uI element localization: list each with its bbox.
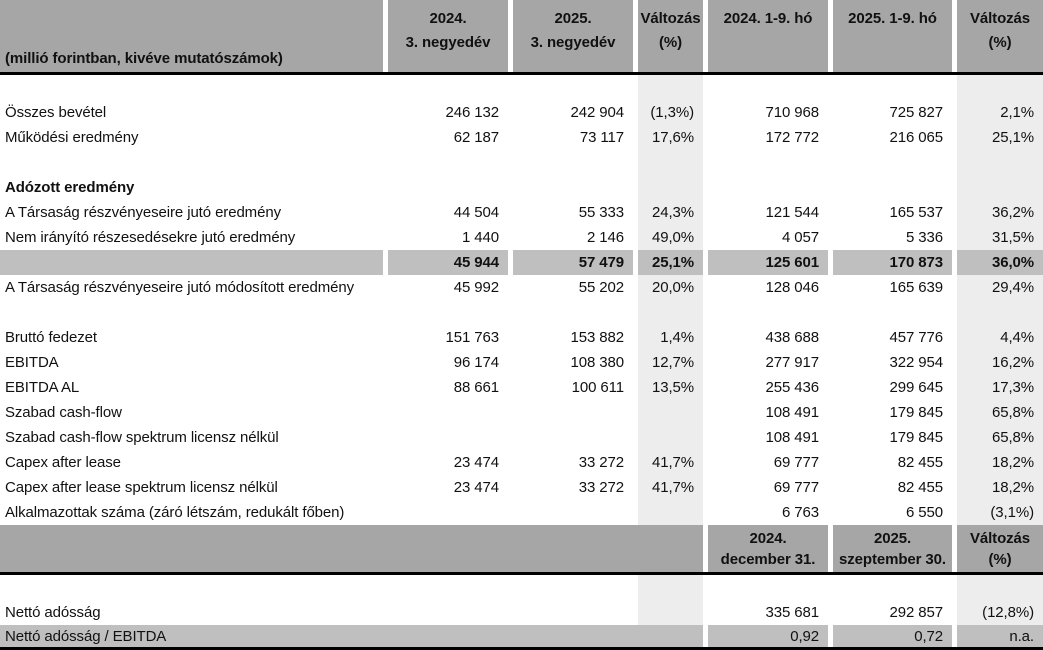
table-row	[0, 400, 1043, 425]
cell-change-9m	[952, 175, 1043, 200]
cell-2025-9m: 216 065	[828, 125, 952, 150]
col-header-change-q	[633, 0, 703, 72]
cell-2024-9m: 277 917	[703, 350, 828, 375]
cell-2024-9m: 335 681	[703, 600, 828, 625]
cell-2025-9m	[828, 175, 952, 200]
table-row	[0, 600, 1043, 625]
cell-2024-9m: 69 777	[703, 475, 828, 500]
cell-2024-9m: 438 688	[703, 325, 828, 350]
cell-2024-q3	[383, 175, 508, 200]
cell-2025-9m: 292 857	[828, 600, 952, 625]
cell-change-q	[633, 150, 703, 175]
table-row	[0, 575, 1043, 600]
cell-change-q: 13,5%	[633, 375, 703, 400]
table-row	[0, 75, 1043, 100]
cell-2024-q3: 1 440	[383, 225, 508, 250]
cell-2025-9m: 457 776	[828, 325, 952, 350]
cell-2025-q3	[508, 400, 633, 425]
cell-2025-q3	[508, 300, 633, 325]
cell-change-9m: 16,2%	[952, 350, 1043, 375]
cell-2025-q3	[508, 175, 633, 200]
table-row	[0, 350, 1043, 375]
row-label: Capex after lease	[5, 454, 121, 471]
cell-change-q: 1,4%	[633, 325, 703, 350]
cell-2024-9m: 69 777	[703, 450, 828, 475]
cell-change-9m: 17,3%	[952, 375, 1043, 400]
row-label: Működési eredmény	[5, 129, 139, 146]
row-label: EBITDA AL	[5, 379, 80, 396]
table-row	[0, 100, 1043, 125]
cell-change-q	[633, 400, 703, 425]
cell-2025-q3: 55 333	[508, 200, 633, 225]
table-row	[0, 225, 1043, 250]
balance-header-row	[0, 525, 1043, 575]
col-header-line1: 2025. 1-9. hó	[848, 10, 937, 27]
table-row	[0, 175, 1043, 200]
row-label: Nettó adósság / EBITDA	[0, 625, 703, 647]
col-header-change-bs	[952, 525, 1043, 572]
cell-2024-q3: 23 474	[383, 450, 508, 475]
cell-2024-9m: 255 436	[703, 375, 828, 400]
cell-change-q: 24,3%	[633, 200, 703, 225]
col-header-2025-sep30	[828, 525, 952, 572]
col-header-line1: 2024. 1-9. hó	[723, 10, 813, 27]
cell-change-9m: 65,8%	[952, 425, 1043, 450]
col-header-line1: 2025.	[873, 530, 912, 547]
cell-2025-9m: 5 336	[828, 225, 952, 250]
cell-2024-q3: 62 187	[383, 125, 508, 150]
cell-2025-q3: 100 611	[508, 375, 633, 400]
cell-change-9m: 31,5%	[952, 225, 1043, 250]
col-header-line2: (%)	[988, 551, 1012, 568]
table-header-row	[0, 0, 1043, 75]
cell-2024-9m: 710 968	[703, 100, 828, 125]
cell-2024-q3: 88 661	[383, 375, 508, 400]
row-label: EBITDA	[5, 354, 59, 371]
cell-change-9m: 25,1%	[952, 125, 1043, 150]
cell-change-q: 49,0%	[633, 225, 703, 250]
cell-2024-q3: 45 944	[383, 250, 508, 275]
cell-2024-q3	[383, 575, 508, 600]
cell-change-q: 17,6%	[633, 125, 703, 150]
cell-change-9m: 36,0%	[952, 250, 1043, 275]
cell-2024-9m	[703, 575, 828, 600]
cell-change-9m: (12,8%)	[952, 600, 1043, 625]
row-label	[0, 575, 383, 600]
cell-2024-q3	[383, 400, 508, 425]
cell-2024-q3: 151 763	[383, 325, 508, 350]
row-label: Szabad cash-flow	[5, 404, 122, 421]
table-row	[0, 150, 1043, 175]
col-header-2024-q3	[383, 0, 508, 72]
cell-2025-q3	[508, 425, 633, 450]
table-row	[0, 250, 1043, 275]
table-row	[0, 325, 1043, 350]
col-header-line1: 2024.	[429, 10, 467, 27]
table-row	[0, 375, 1043, 400]
cell-change-q	[633, 425, 703, 450]
cell-2025-q3: 242 904	[508, 100, 633, 125]
unit-note: (millió forintban, kivéve mutatószámok)	[0, 0, 383, 72]
cell-change-q: 41,7%	[633, 475, 703, 500]
table-row	[0, 500, 1043, 525]
cell-2025-sep30: 0,72	[828, 625, 952, 647]
cell-change-q: 20,0%	[633, 275, 703, 300]
row-label: Bruttó fedezet	[5, 329, 97, 346]
cell-2025-q3: 55 202	[508, 275, 633, 300]
cell-change-9m	[952, 300, 1043, 325]
row-label: Alkalmazottak száma (záró létszám, redukált főben)	[5, 504, 345, 521]
row-label	[0, 75, 383, 100]
cell-change-q: 12,7%	[633, 350, 703, 375]
cell-2024-q3: 246 132	[383, 100, 508, 125]
cell-2025-q3: 57 479	[508, 250, 633, 275]
cell-change-9m	[952, 150, 1043, 175]
cell-2025-9m: 165 639	[828, 275, 952, 300]
cell-2025-9m: 322 954	[828, 350, 952, 375]
balance-header-spacer	[0, 525, 703, 572]
row-label: Nem irányító részesedésekre jutó eredmény	[5, 229, 296, 246]
cell-2024-q3	[383, 150, 508, 175]
cell-2024-q3	[383, 600, 508, 625]
cell-change-9m: 29,4%	[952, 275, 1043, 300]
cell-2025-q3	[508, 500, 633, 525]
cell-2024-q3	[383, 300, 508, 325]
col-header-line2: (%)	[988, 34, 1012, 51]
table-row	[0, 200, 1043, 225]
cell-2025-q3: 153 882	[508, 325, 633, 350]
col-header-line1: Változás	[969, 530, 1031, 547]
row-label: Összes bevétel	[5, 104, 107, 121]
cell-2024-9m: 128 046	[703, 275, 828, 300]
cell-2025-9m: 165 537	[828, 200, 952, 225]
cell-change-q	[633, 500, 703, 525]
cell-2024-9m: 6 763	[703, 500, 828, 525]
cell-2024-9m: 125 601	[703, 250, 828, 275]
cell-2024-9m	[703, 75, 828, 100]
cell-2024-q3: 23 474	[383, 475, 508, 500]
cell-2025-q3: 73 117	[508, 125, 633, 150]
row-label: Szabad cash-flow spektrum licensz nélkül	[5, 429, 279, 446]
cell-2025-q3: 33 272	[508, 475, 633, 500]
cell-2024-q3	[383, 75, 508, 100]
cell-change-q: 25,1%	[633, 250, 703, 275]
cell-change-q: 41,7%	[633, 450, 703, 475]
cell-change-9m	[952, 75, 1043, 100]
cell-2024-9m: 108 491	[703, 425, 828, 450]
cell-2025-q3: 2 146	[508, 225, 633, 250]
cell-2025-q3	[508, 600, 633, 625]
row-label	[0, 300, 383, 325]
cell-change-9m: 18,2%	[952, 475, 1043, 500]
table-row	[0, 625, 1043, 650]
col-header-2024-9m	[703, 0, 828, 72]
table-row	[0, 300, 1043, 325]
cell-2025-9m	[828, 150, 952, 175]
cell-2025-9m: 6 550	[828, 500, 952, 525]
col-header-line2: december 31.	[720, 551, 816, 568]
cell-change-9m: 4,4%	[952, 325, 1043, 350]
col-header-line2: szeptember 30.	[839, 551, 946, 568]
cell-2025-q3	[508, 150, 633, 175]
cell-2024-dec31: 0,92	[703, 625, 828, 647]
col-header-line1: 2025.	[554, 10, 592, 27]
cell-2024-q3	[383, 500, 508, 525]
cell-2025-9m	[828, 575, 952, 600]
table-row	[0, 475, 1043, 500]
cell-2024-9m: 172 772	[703, 125, 828, 150]
col-header-2024-dec31	[703, 525, 828, 572]
cell-2025-9m: 170 873	[828, 250, 952, 275]
cell-change-9m: 36,2%	[952, 200, 1043, 225]
cell-2025-q3	[508, 575, 633, 600]
cell-change-q	[633, 600, 703, 625]
cell-2025-9m: 725 827	[828, 100, 952, 125]
row-label: A Társaság részvényeseire jutó módosított eredmény	[5, 279, 355, 296]
cell-2024-9m	[703, 175, 828, 200]
cell-change-q	[633, 175, 703, 200]
table-row	[0, 425, 1043, 450]
cell-change-9m: 65,8%	[952, 400, 1043, 425]
table-row	[0, 275, 1043, 300]
col-header-line1: Változás	[640, 10, 701, 27]
cell-change-q: (1,3%)	[633, 100, 703, 125]
cell-2025-q3: 108 380	[508, 350, 633, 375]
cell-change-9m: 18,2%	[952, 450, 1043, 475]
cell-2025-q3	[508, 75, 633, 100]
cell-2025-9m	[828, 75, 952, 100]
cell-change-q	[633, 575, 703, 600]
col-header-line2: (%)	[658, 34, 683, 51]
col-header-line2: 3. negyedév	[405, 34, 491, 51]
table-row	[0, 125, 1043, 150]
row-label	[0, 250, 383, 275]
cell-2025-q3: 33 272	[508, 450, 633, 475]
cell-2024-q3: 44 504	[383, 200, 508, 225]
row-label: A Társaság részvényeseire jutó eredmény	[5, 204, 281, 221]
cell-2025-9m	[828, 300, 952, 325]
cell-change-9m: (3,1%)	[952, 500, 1043, 525]
cell-2024-9m	[703, 300, 828, 325]
row-label: Capex after lease spektrum licensz nélkül	[5, 479, 278, 496]
cell-change-q	[633, 300, 703, 325]
cell-change-9m: 2,1%	[952, 100, 1043, 125]
row-label: Adózott eredmény	[5, 179, 135, 196]
row-label: Nettó adósság	[5, 604, 101, 621]
col-header-line2: 3. negyedév	[530, 34, 616, 51]
row-label	[0, 150, 383, 175]
cell-2025-9m: 82 455	[828, 450, 952, 475]
col-header-2025-9m	[828, 0, 952, 72]
table-bottom	[0, 575, 1043, 650]
cell-2024-q3: 96 174	[383, 350, 508, 375]
cell-2024-q3	[383, 425, 508, 450]
cell-change-9m	[952, 575, 1043, 600]
cell-change-q	[633, 75, 703, 100]
cell-2024-9m: 121 544	[703, 200, 828, 225]
table-row	[0, 450, 1043, 475]
cell-2025-9m: 179 845	[828, 400, 952, 425]
cell-2024-9m: 108 491	[703, 400, 828, 425]
col-header-line1: Változás	[969, 10, 1031, 27]
col-header-change-9m	[952, 0, 1043, 72]
cell-2024-9m: 4 057	[703, 225, 828, 250]
cell-2024-q3: 45 992	[383, 275, 508, 300]
cell-2025-9m: 299 645	[828, 375, 952, 400]
col-header-line1: 2024.	[749, 530, 787, 547]
col-header-2025-q3	[508, 0, 633, 72]
cell-2025-9m: 82 455	[828, 475, 952, 500]
cell-2025-9m: 179 845	[828, 425, 952, 450]
cell-change-bs: n.a.	[952, 625, 1043, 647]
table-body	[0, 75, 1043, 525]
cell-2024-9m	[703, 150, 828, 175]
